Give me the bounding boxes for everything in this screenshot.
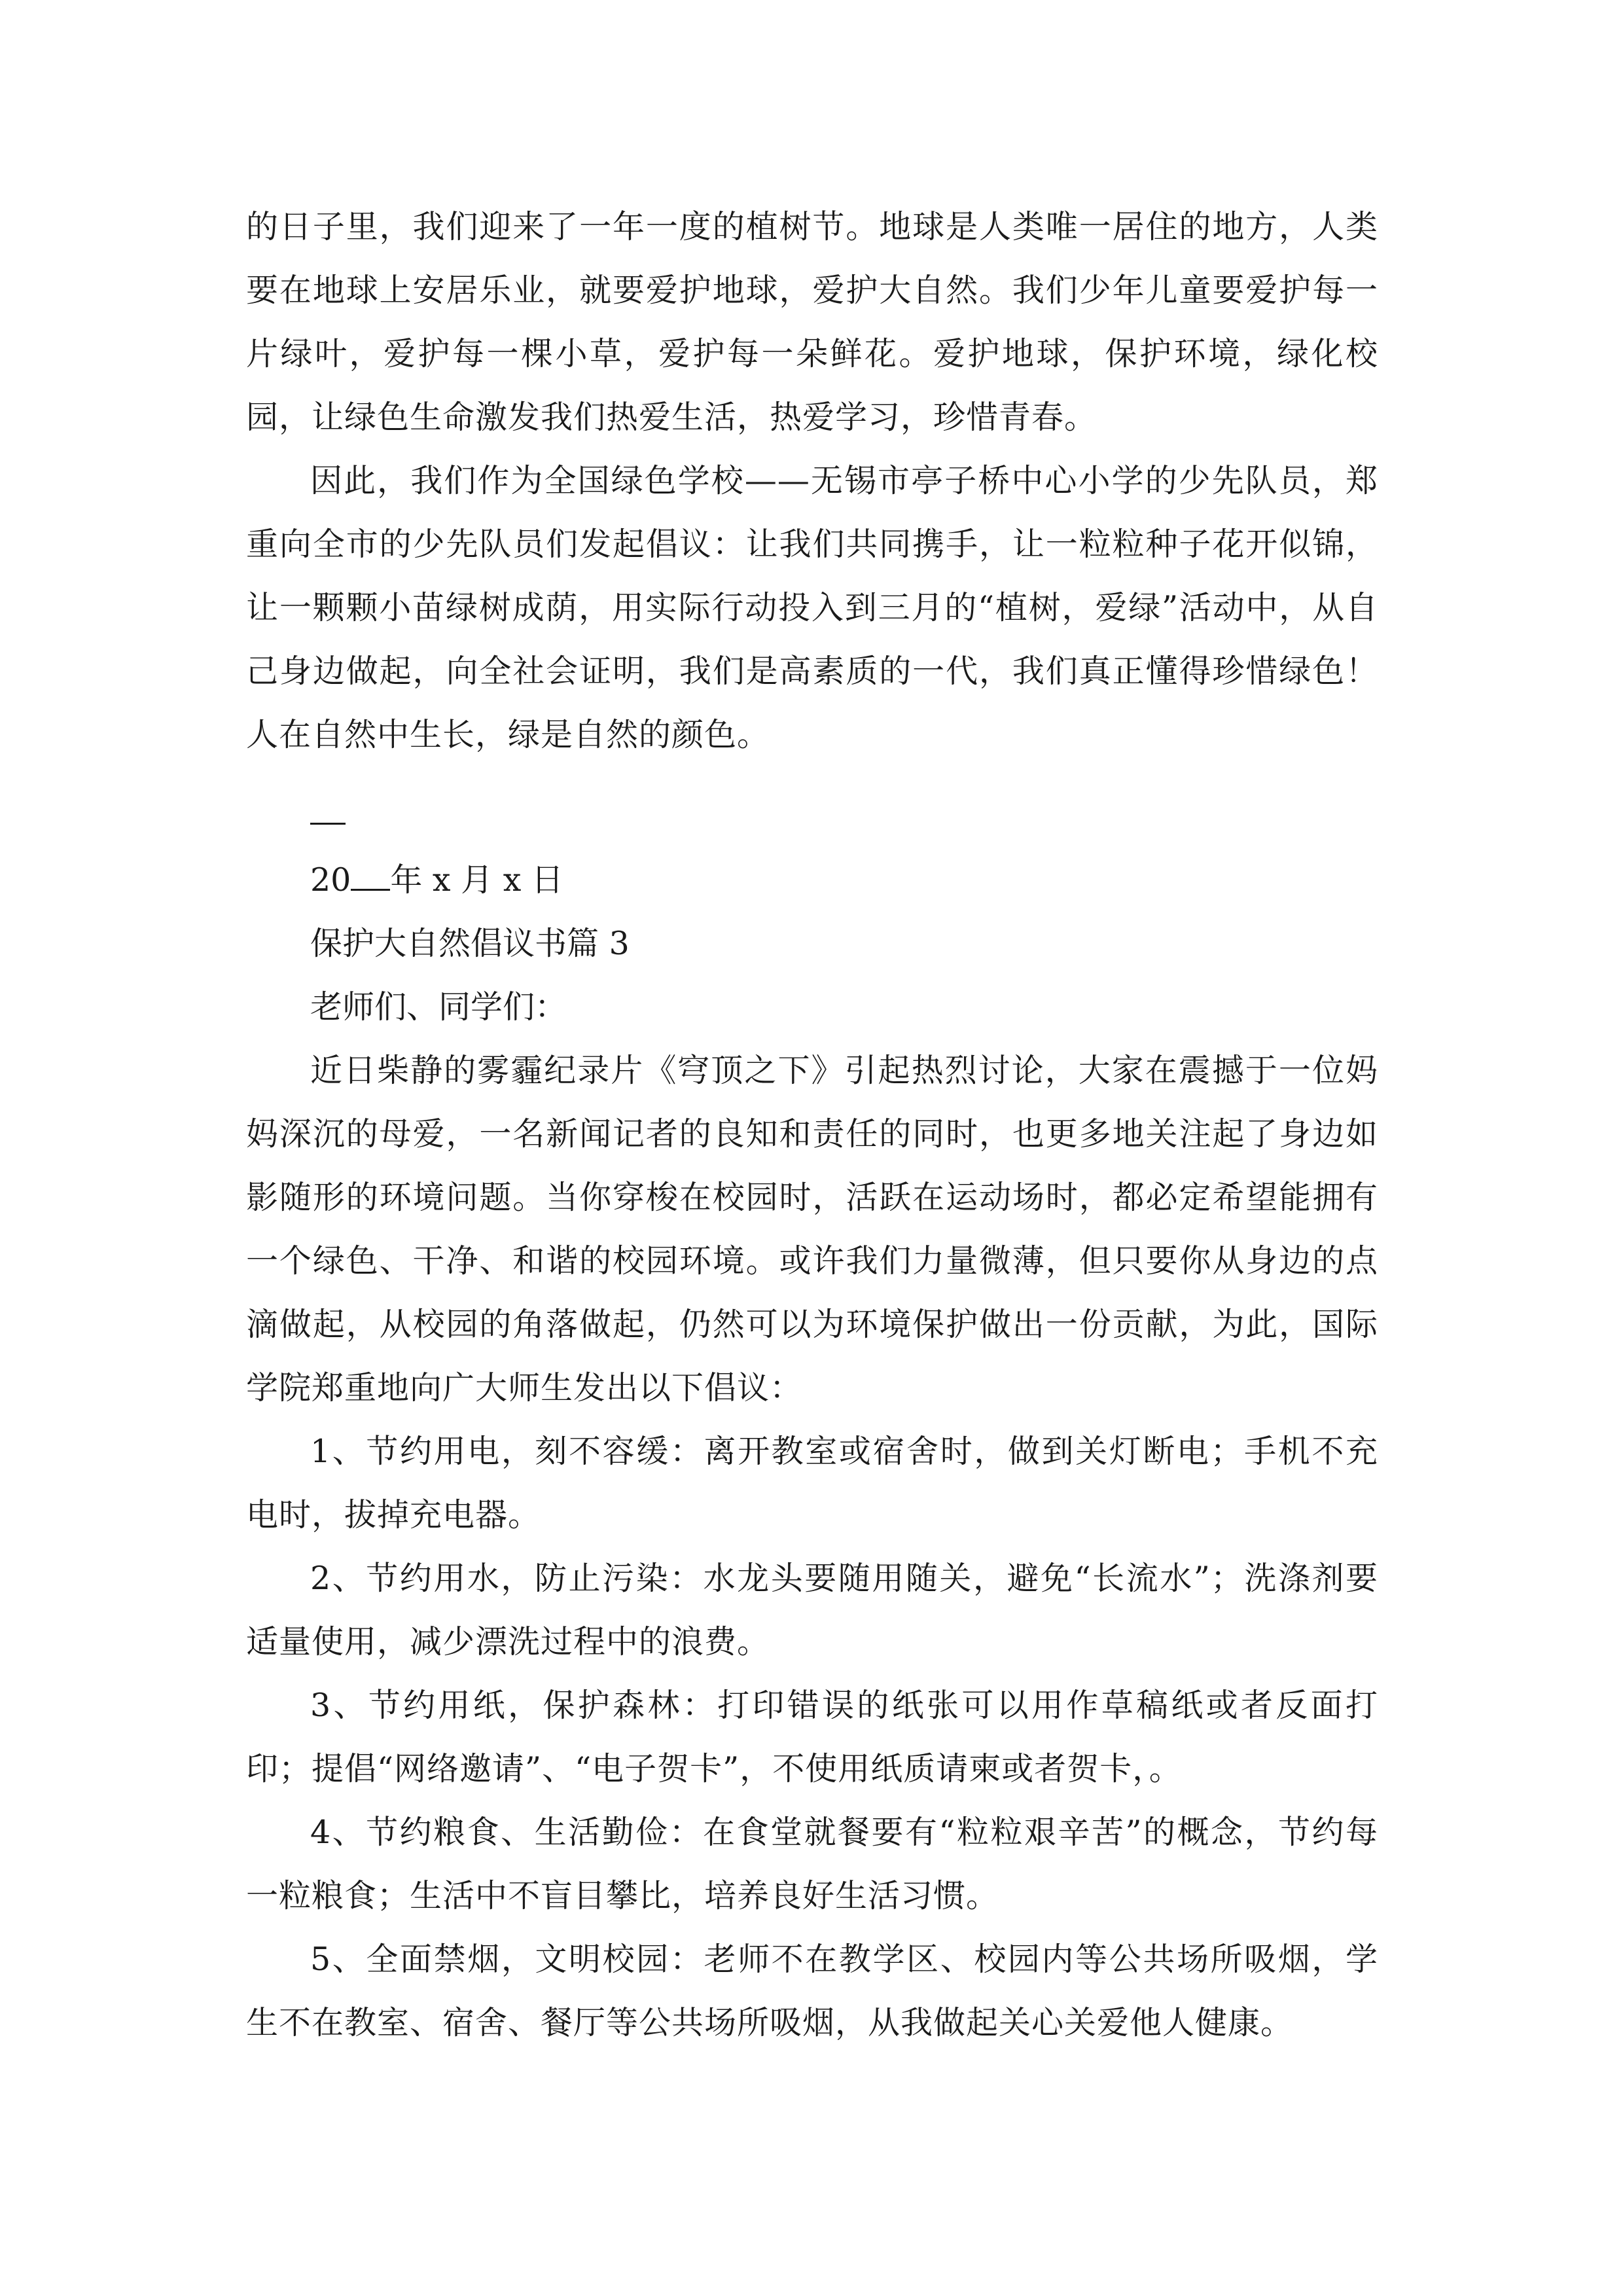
date-suffix: 年 x 月 x 日 <box>390 861 563 899</box>
proposal-paragraph: 因此，我们作为全国绿色学校——无锡市亭子桥中心小学的少先队员，郑重向全市的少先队员们发起倡议：让我们共同携手，让一粒粒种子花开似锦，让一颗颗小苗绿树成荫，用实际行动投入到三月的“植树，爱绿”活动中，从自己身边做起，向全社会证明，我们是高素质的一代，我们真正懂得珍惜绿色！人在自然中生长，绿是自然的颜色。 <box>246 462 1378 753</box>
signature-dash-line <box>246 785 1378 848</box>
proposal-item-5: 5、全面禁烟，文明校园：老师不在教学区、校园内等公共场所吸烟，学生不在教室、宿舍、餐厅等公共场所吸烟，从我做起关心关爱他人健康。 <box>246 1941 1378 2041</box>
salutation: 老师们、同学们： <box>310 988 567 1026</box>
intro-paragraph: 的日子里，我们迎来了一年一度的植树节。地球是人类唯一居住的地方，人类要在地球上安居乐业，就要爱护地球，爱护大自然。我们少年儿童要爱护每一片绿叶，爱护每一棵小草，爱护每一朵鲜花。爱护地球，保护环境，绿化校园，让绿色生命激发我们热爱生活，热爱学习，珍惜青春。 <box>246 208 1378 436</box>
section-title: 保护大自然倡议书篇 3 <box>310 925 630 962</box>
proposal-item-2: 2、节约用水，防止污染：水龙头要随用随关，避免“长流水”；洗涤剂要适量使用，减少漂洗过程中的浪费。 <box>246 1560 1378 1660</box>
date-blank <box>351 863 390 891</box>
body-paragraph: 近日柴静的雾霾纪录片《穹顶之下》引起热烈讨论，大家在震撼于一位妈妈深沉的母爱，一名新闻记者的良知和责任的同时，也更多地关注起了身边如影随形的环境问题。当你穿梭在校园时，活跃在运动场时，都必定希望能拥有一个绿色、干净、和谐的校园环境。或许我们力量微薄，但只要你从身边的点滴做起，从校园的角落做起，仍然可以为环境保护做出一份贡献，为此，国际学院郑重地向广大师生发出以下倡议： <box>246 1052 1378 1407</box>
proposal-item-1: 1、节约用电，刻不容缓：离开教室或宿舍时，做到关灯断电；手机不充电时，拔掉充电器。 <box>246 1433 1378 1534</box>
spacer <box>246 766 1378 785</box>
document-body <box>246 195 1378 2054</box>
date-prefix: 20 <box>310 861 351 899</box>
signature-dash <box>310 823 346 825</box>
proposal-item-3: 3、节约用纸，保护森林：打印错误的纸张可以用作草稿纸或者反面打印；提倡“网络邀请”、“电子贺卡”，不使用纸质请柬或者贺卡，。 <box>246 1687 1378 1787</box>
proposal-item-4: 4、节约粮食、生活勤俭：在食堂就餐要有“粒粒艰辛苦”的概念，节约每一粒粮食；生活中不盲目攀比，培养良好生活习惯。 <box>246 1814 1378 1914</box>
date-line <box>246 848 1378 912</box>
